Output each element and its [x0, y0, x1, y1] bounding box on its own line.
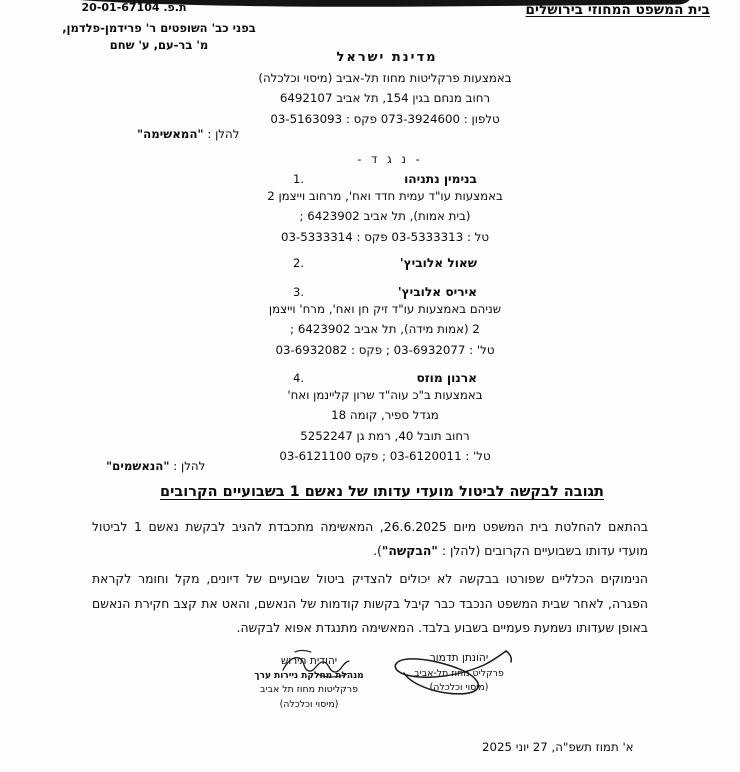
judges-panel-line-2: מ' בר-עם, ע' שחם	[109, 38, 209, 53]
prosecutor-address-line-2: רחוב מנחם בגין 154, תל אביב 6492107	[279, 91, 491, 106]
signature-tirosh-role-3: (מיסוי וכלכלה)	[279, 698, 339, 710]
defendant-entry-2	[30, 256, 740, 270]
prosecutor-address-block	[30, 68, 740, 129]
document-title: תגובה לבקשה לביטול מועדי עדותו של נאשם 1 בשבועיים הקרובים	[160, 484, 604, 500]
body-paragraph-2: הנימוקים הכלליים שפורטו בבקשה לא יכולים להצדיק ביטול שבועיים של דיונים, מקל וחומר לקראת הפגרה, לאחר שבית המשפט הנכבד כבר קיבל בקשות קודמות של הנאשם, והאט את קצב חקירת הנאשם באופן שעדותו נשמעת פעמיים בשבוע בלבד. המאשימה מתנגדת אפוא לבקשה.	[92, 571, 648, 635]
court-title: בית המשפט המחוזי בירושלים	[525, 2, 710, 18]
prosecutor-contact-line: טלפון : 073-3924600 פקס : 03-5163093	[270, 111, 500, 126]
signature-tadmor-wrap	[398, 651, 520, 695]
signature-block-tirosh	[245, 654, 373, 712]
signature-tirosh-role-1: מנהלת מחלקת ניירות ערך	[254, 670, 364, 681]
signature-tirosh-wrap	[245, 654, 373, 712]
defendant-4-line-1: באמצעות ב"כ עוה"ד שרון קליינמן ואח'	[287, 388, 483, 402]
defendant-2-name: שאול אלוביץ'	[399, 256, 477, 270]
defendants-hereinafter-prefix: להלן :	[169, 459, 206, 473]
defendant-2-heading	[30, 256, 740, 270]
defendant-3-details	[30, 299, 740, 360]
defendant-entry-4	[30, 371, 740, 466]
defendant-2-number: 2.	[293, 256, 304, 270]
versus-separator: - נ ג ד -	[357, 152, 423, 166]
signature-tadmor-name: יהונתן תדמור	[429, 652, 489, 664]
signature-tadmor-role-2: (מיסוי וכלכלה)	[429, 682, 489, 693]
signature-tadmor-role-1: פרקליט מחוז תל-אביב	[414, 667, 504, 679]
defendant-1-details	[30, 186, 740, 247]
defendant-entry-1	[30, 172, 740, 247]
prosecutor-party-name: מדינת ישראל	[336, 50, 438, 65]
defendant-1-name: בנימין נתניהו	[404, 172, 477, 186]
document-body	[92, 515, 648, 644]
defendant-3-heading	[30, 285, 740, 299]
defendant-1-line-1: באמצעות עו"ד עמית חדד ואח', מרחוב וייצמן 2	[267, 189, 503, 203]
defendant-1-line-2: (בית אמות), תל אביב 6423902 ;	[299, 209, 471, 224]
defendant-4-details	[30, 385, 740, 466]
defendants-hereinafter-term: "הנאשמים"	[106, 459, 170, 473]
signature-tirosh-name: יהודית תירוש	[280, 655, 338, 667]
defendant-3-number: 3.	[293, 285, 304, 299]
defendants-hereinafter	[106, 459, 205, 473]
prosecutor-hereinafter-term: "המאשימה"	[137, 127, 204, 141]
defendant-4-line-3: רחוב תובל 40, רמת גן 5252247	[300, 428, 470, 443]
judges-panel	[0, 20, 318, 55]
defendant-1-number: 1.	[293, 172, 304, 186]
defendant-3-name: איריס אלוביץ'	[397, 285, 477, 299]
body-paragraph-1-term: "הבקשה"	[381, 543, 438, 559]
defendant-4-line-4: טל' : 03-6120011 ; פקס 03-6121100	[279, 448, 491, 463]
defendant-4-name: ארנון מוזס	[416, 371, 477, 385]
defendant-entry-3	[30, 285, 740, 360]
defendant-3-line-3: טל' : 03-6932077 ; פקס : 03-6932082	[275, 342, 495, 357]
signature-block-tadmor	[398, 651, 520, 695]
judges-panel-line-1: בפני כב' השופטים ר' פרידמן-פלדמן,	[62, 21, 256, 35]
defendant-4-heading	[30, 371, 740, 385]
prosecutor-hereinafter-prefix: להלן :	[203, 127, 240, 141]
body-paragraph-1	[92, 515, 648, 563]
prosecutor-address-line-1: באמצעות פרקליטות מחוז תל-אביב (מיסוי וכלכלה)	[258, 71, 512, 85]
defendant-3-line-2: 2 (אמות מידה), תל אביב 6423902 ;	[290, 322, 480, 337]
signature-tirosh-role-2: פרקליטות מחוז תל אביב	[260, 684, 358, 696]
defendant-4-number: 4.	[293, 371, 304, 385]
body-paragraph-1-part-1: בהתאם להחלטת בית המשפט מיום 26.6.2025, המאשימה מתכבדת להגיב לבקשת נאשם 1 לביטול מועדי עדותו בשבועיים הקרובים (להלן :	[92, 519, 648, 559]
body-paragraph-1-part-2: ).	[373, 543, 382, 559]
document-date: א' תמוז תשפ"ה, 27 יוני 2025	[482, 740, 634, 754]
defendant-1-heading	[30, 172, 740, 186]
case-number: ת.פ. 20-01-67104	[81, 1, 187, 14]
prosecutor-hereinafter	[137, 127, 239, 141]
defendant-3-line-1: שניהם באמצעות עו"ד זיק חן ואח', מרח' וייצמן	[268, 302, 502, 316]
defendant-1-line-3: טל : 03-5333313 פקס : 03-5333314	[280, 229, 490, 244]
defendant-4-line-2: מגדל ספיר, קומה 18	[331, 408, 439, 423]
